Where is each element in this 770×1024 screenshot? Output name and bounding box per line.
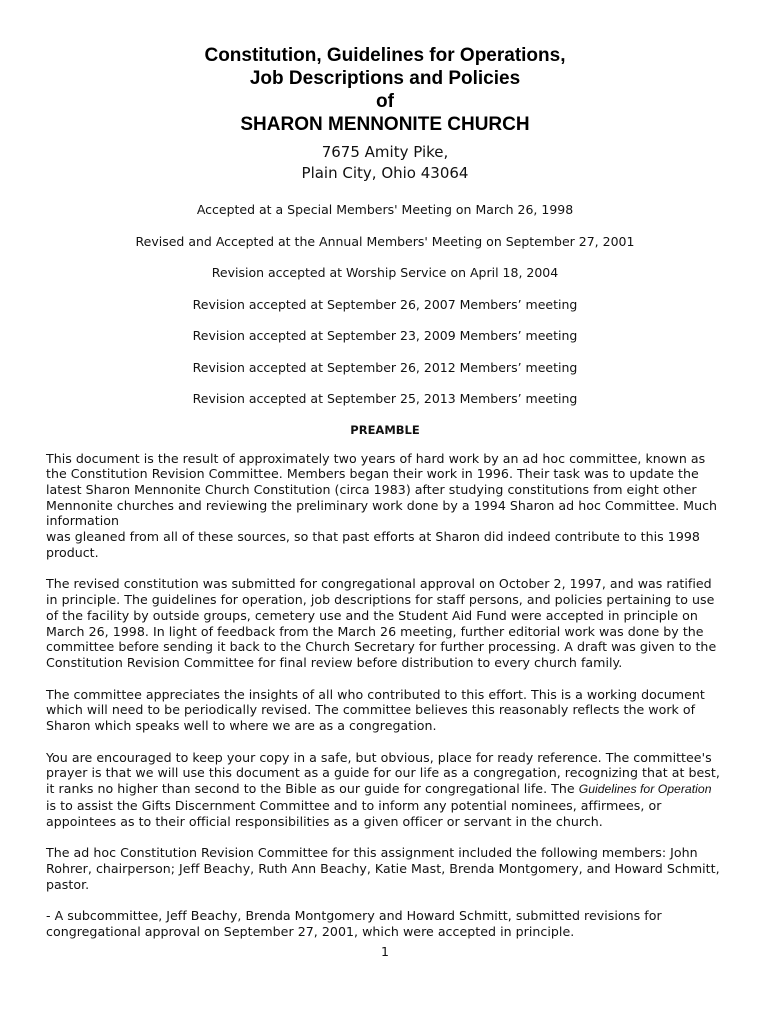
revision-entry: Accepted at a Special Members' Meeting on March 26, 1998 <box>196 202 574 217</box>
revision-entry: Revised and Accepted at the Annual Members' Meeting on September 27, 2001 <box>135 233 635 249</box>
preamble-paragraph-3: The committee appreciates the insights of all who contributed to this effort. This is a working document which will need to be periodically revised. The committee believes this reasonably reflects the work of Sharon which speaks well to where we are as a congregation. <box>46 686 705 734</box>
title-line: of <box>376 91 394 112</box>
church-name: SHARON MENNONITE CHURCH <box>240 114 530 135</box>
guidelines-reference: Guidelines for Operation <box>578 782 712 797</box>
church-address <box>0 142 770 184</box>
revision-history <box>0 202 770 407</box>
preamble-heading: PREAMBLE <box>350 422 420 437</box>
preamble-paragraph-1 <box>46 451 724 561</box>
preamble-paragraph-2: The revised constitution was submitted for congregational approval on October 2, 1997, and was ratified in principle. The guidelines for operation, job descriptions for staff persons, and policies pertaining to use of the facility by outside groups, cemetery use and the Student Aid Fund were accepted in principle on March 26, 1998. In light of feedback from the March 26 meeting, further editorial work was done by the committee before sending it back to the Church Secretary for further processing. A draft was given to the Constitution Revision Committee for final review before distribution to every church family. <box>46 576 717 670</box>
revision-entry: Revision accepted at September 26, 2007 Members’ meeting <box>192 296 578 312</box>
revision-entry: Revision accepted at Worship Service on April 18, 2004 <box>211 265 559 280</box>
preamble-paragraph-5: The ad hoc Constitution Revision Committee for this assignment included the following members: John Rohrer, chairperson; Jeff Beachy, Ruth Ann Beachy, Katie Mast, Brenda Montgomery, and Howard Schmitt, pastor. <box>46 845 720 892</box>
document-title <box>0 44 770 136</box>
preamble-paragraph-4 <box>46 750 724 830</box>
paragraph-text: was gleaned from all of these sources, so that past efforts at Sharon did indeed contribute to this 1998 product. <box>46 529 700 560</box>
page-number: 1 <box>381 944 389 959</box>
address-street: 7675 Amity Pike, <box>321 143 449 161</box>
preamble-paragraph-6: - A subcommittee, Jeff Beachy, Brenda Montgomery and Howard Schmitt, submitted revisions for congregational approval on September 27, 2001, which were accepted in principle. <box>46 908 662 940</box>
title-line: Job Descriptions and Policies <box>249 68 521 89</box>
paragraph-text: is to assist the Gifts Discernment Committee and to inform any potential nominees, affirmees, or appointees as to their official responsibilities as a given officer or servant in the church. <box>46 797 662 829</box>
revision-entry: Revision accepted at September 25, 2013 Members’ meeting <box>192 391 578 406</box>
paragraph-text: This document is the result of approximately two years of hard work by an ad hoc committee, known as the Constitution Revision Committee. Members began their work in 1996. Their task was to update the latest Sharon Mennonite Church Constitution (circa 1983) after studying constitutions from eight other Mennonite churches and reviewing the preliminary work done by a 1994 Sharon ad hoc Committee. Much information <box>46 450 718 529</box>
revision-entry: Revision accepted at September 26, 2012 Members’ meeting <box>192 359 578 375</box>
revision-entry: Revision accepted at September 23, 2009 Members’ meeting <box>192 328 578 343</box>
preamble-body <box>0 451 770 940</box>
paragraph-text: You are encouraged to keep your copy in a safe, but obvious, place for ready reference. The committee's prayer is that we will use this document as a guide for our life as a congregation, recognizing that at best, it ranks no higher than second to the Bible as our guide for congregational life. The <box>46 749 720 797</box>
title-line: Constitution, Guidelines for Operations, <box>204 45 566 66</box>
address-city: Plain City, Ohio 43064 <box>301 164 469 182</box>
